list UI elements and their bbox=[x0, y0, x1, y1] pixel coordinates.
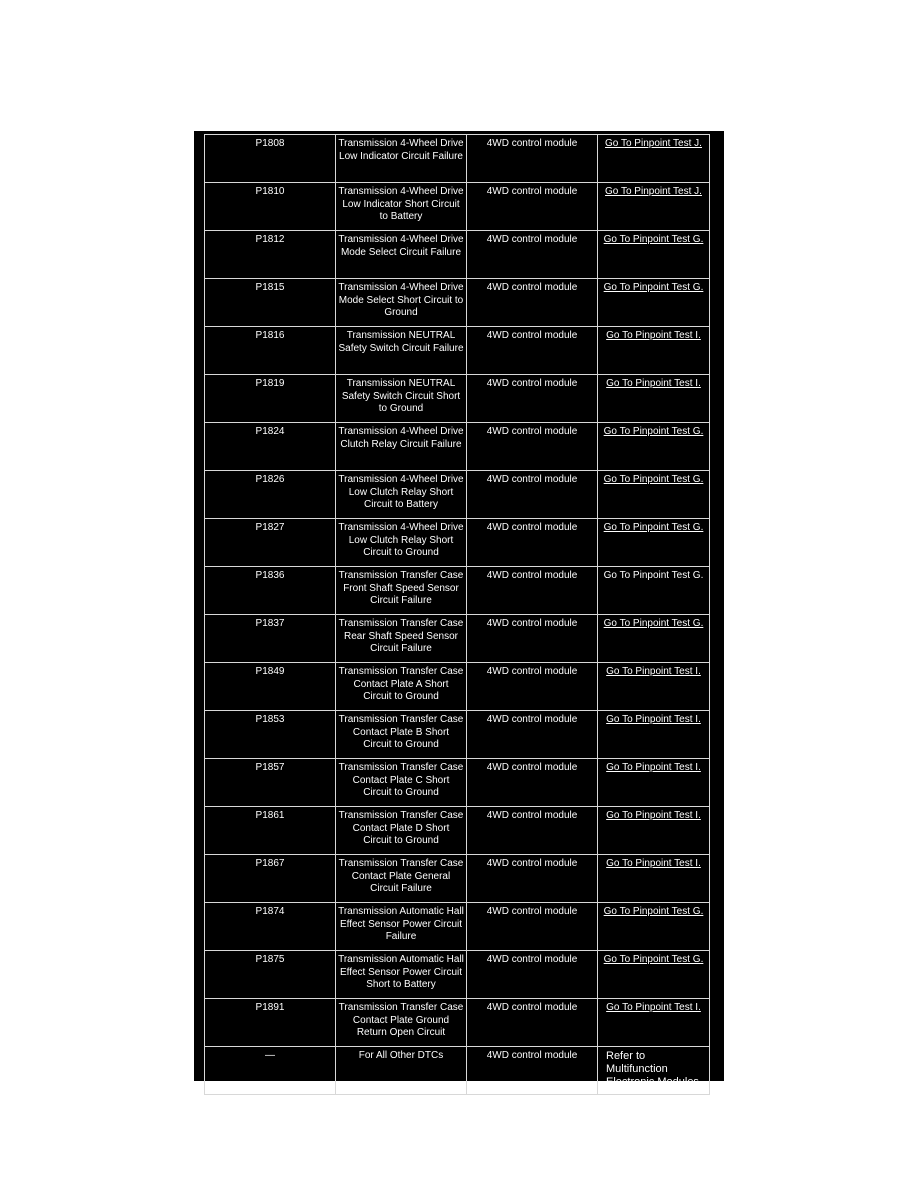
pinpoint-test-link[interactable]: Go To Pinpoint Test I. bbox=[606, 810, 701, 821]
table-row bbox=[205, 711, 710, 759]
pinpoint-test-link[interactable]: Go To Pinpoint Test G. bbox=[603, 618, 704, 629]
dtc-code: P1874 bbox=[205, 903, 336, 951]
dtc-module: 4WD control module bbox=[467, 519, 598, 567]
dtc-description: Transmission 4-Wheel Drive Mode Select Short Circuit to Ground bbox=[336, 279, 467, 327]
dtc-description: Transmission Automatic Hall Effect Sensor Power Circuit Short to Battery bbox=[336, 951, 467, 999]
dtc-module: 4WD control module bbox=[467, 135, 598, 183]
dtc-action-cell bbox=[598, 279, 710, 327]
table-row bbox=[205, 135, 710, 183]
pinpoint-test-link[interactable]: Go To Pinpoint Test I. bbox=[606, 666, 701, 677]
pinpoint-test-link[interactable]: Go To Pinpoint Test G. bbox=[603, 234, 704, 245]
dtc-description: Transmission 4-Wheel Drive Low Indicator Circuit Failure bbox=[336, 135, 467, 183]
dtc-code: P1857 bbox=[205, 759, 336, 807]
dtc-description: Transmission 4-Wheel Drive Mode Select Circuit Failure bbox=[336, 231, 467, 279]
dtc-module: 4WD control module bbox=[467, 759, 598, 807]
pinpoint-test-link[interactable]: Go To Pinpoint Test G. bbox=[603, 282, 704, 293]
dtc-module: 4WD control module bbox=[467, 615, 598, 663]
dtc-description: Transmission Transfer Case Contact Plate General Circuit Failure bbox=[336, 855, 467, 903]
pinpoint-test-link[interactable]: Go To Pinpoint Test G. bbox=[603, 954, 704, 965]
pinpoint-test-link[interactable]: Go To Pinpoint Test G. bbox=[603, 474, 704, 485]
table-row bbox=[205, 375, 710, 423]
dtc-action-cell bbox=[598, 135, 710, 183]
table-row bbox=[205, 327, 710, 375]
dtc-action-cell bbox=[598, 999, 710, 1047]
dtc-action-cell bbox=[598, 807, 710, 855]
dtc-description: Transmission Transfer Case Contact Plate D Short Circuit to Ground bbox=[336, 807, 467, 855]
dtc-action-cell bbox=[598, 375, 710, 423]
dtc-module: 4WD control module bbox=[467, 903, 598, 951]
dtc-code: P1826 bbox=[205, 471, 336, 519]
dtc-action-cell bbox=[598, 423, 710, 471]
table-row bbox=[205, 1047, 710, 1095]
table-row bbox=[205, 807, 710, 855]
table-row bbox=[205, 231, 710, 279]
dtc-module: 4WD control module bbox=[467, 567, 598, 615]
dtc-table bbox=[204, 134, 710, 1095]
dtc-module: 4WD control module bbox=[467, 279, 598, 327]
table-row bbox=[205, 903, 710, 951]
dtc-description: Transmission Transfer Case Contact Plate C Short Circuit to Ground bbox=[336, 759, 467, 807]
dtc-code: P1816 bbox=[205, 327, 336, 375]
dtc-code: P1810 bbox=[205, 183, 336, 231]
pinpoint-test-text: Go To Pinpoint Test G. bbox=[603, 570, 704, 581]
dtc-module: 4WD control module bbox=[467, 1047, 598, 1095]
table-row bbox=[205, 999, 710, 1047]
pinpoint-test-link[interactable]: Go To Pinpoint Test G. bbox=[603, 522, 704, 533]
dtc-code: P1812 bbox=[205, 231, 336, 279]
dtc-action-cell bbox=[598, 855, 710, 903]
dtc-action-cell bbox=[598, 567, 710, 615]
dtc-module: 4WD control module bbox=[467, 471, 598, 519]
table-row bbox=[205, 567, 710, 615]
dtc-code: P1875 bbox=[205, 951, 336, 999]
dtc-action-cell bbox=[598, 327, 710, 375]
table-row bbox=[205, 615, 710, 663]
dtc-module: 4WD control module bbox=[467, 423, 598, 471]
dtc-code: P1808 bbox=[205, 135, 336, 183]
table-row bbox=[205, 759, 710, 807]
pinpoint-test-link[interactable]: Go To Pinpoint Test J. bbox=[605, 186, 702, 197]
dtc-description: Transmission Transfer Case Contact Plate Ground Return Open Circuit bbox=[336, 999, 467, 1047]
dtc-code: P1853 bbox=[205, 711, 336, 759]
dtc-action-cell bbox=[598, 951, 710, 999]
table-row bbox=[205, 183, 710, 231]
table-row bbox=[205, 519, 710, 567]
dtc-module: 4WD control module bbox=[467, 807, 598, 855]
pinpoint-test-link[interactable]: Go To Pinpoint Test I. bbox=[606, 714, 701, 725]
dtc-description: For All Other DTCs bbox=[336, 1047, 467, 1095]
dtc-table-panel bbox=[194, 131, 724, 1088]
dtc-action-cell bbox=[598, 471, 710, 519]
dtc-module: 4WD control module bbox=[467, 375, 598, 423]
dtc-module: 4WD control module bbox=[467, 855, 598, 903]
dtc-description: Transmission NEUTRAL Safety Switch Circuit Failure bbox=[336, 327, 467, 375]
dtc-code: P1836 bbox=[205, 567, 336, 615]
dtc-action-cell bbox=[598, 711, 710, 759]
dtc-description: Transmission Automatic Hall Effect Sensor Power Circuit Failure bbox=[336, 903, 467, 951]
dtc-code: P1815 bbox=[205, 279, 336, 327]
pinpoint-test-link[interactable]: Go To Pinpoint Test J. bbox=[605, 138, 702, 149]
dtc-action-cell bbox=[598, 615, 710, 663]
dtc-module: 4WD control module bbox=[467, 999, 598, 1047]
dtc-code: P1819 bbox=[205, 375, 336, 423]
table-row bbox=[205, 855, 710, 903]
dtc-module: 4WD control module bbox=[467, 231, 598, 279]
table-row bbox=[205, 663, 710, 711]
dtc-description: Transmission 4-Wheel Drive Clutch Relay Circuit Failure bbox=[336, 423, 467, 471]
dtc-code: P1861 bbox=[205, 807, 336, 855]
dtc-description: Transmission Transfer Case Contact Plate A Short Circuit to Ground bbox=[336, 663, 467, 711]
dtc-code: P1867 bbox=[205, 855, 336, 903]
pinpoint-test-link[interactable]: Go To Pinpoint Test I. bbox=[606, 330, 701, 341]
dtc-module: 4WD control module bbox=[467, 711, 598, 759]
dtc-description: Transmission 4-Wheel Drive Low Indicator Short Circuit to Battery bbox=[336, 183, 467, 231]
pinpoint-test-link[interactable]: Go To Pinpoint Test I. bbox=[606, 858, 701, 869]
dtc-code: — bbox=[205, 1047, 336, 1095]
pinpoint-test-link[interactable]: Go To Pinpoint Test I. bbox=[606, 762, 701, 773]
dtc-code: P1824 bbox=[205, 423, 336, 471]
dtc-module: 4WD control module bbox=[467, 951, 598, 999]
dtc-description: Transmission 4-Wheel Drive Low Clutch Relay Short Circuit to Battery bbox=[336, 471, 467, 519]
table-row bbox=[205, 423, 710, 471]
pinpoint-test-link[interactable]: Go To Pinpoint Test G. bbox=[603, 426, 704, 437]
dtc-description: Transmission Transfer Case Contact Plate B Short Circuit to Ground bbox=[336, 711, 467, 759]
dtc-action-cell bbox=[598, 663, 710, 711]
dtc-description: Transmission Transfer Case Rear Shaft Speed Sensor Circuit Failure bbox=[336, 615, 467, 663]
pinpoint-test-link[interactable]: Go To Pinpoint Test I. bbox=[606, 1002, 701, 1013]
dtc-code: P1891 bbox=[205, 999, 336, 1047]
dtc-description: Transmission NEUTRAL Safety Switch Circuit Short to Ground bbox=[336, 375, 467, 423]
dtc-action-note: Refer to Multifunction Electronic Modules. bbox=[598, 1047, 710, 1095]
dtc-action-cell bbox=[598, 183, 710, 231]
pinpoint-test-link[interactable]: Go To Pinpoint Test I. bbox=[606, 378, 701, 389]
dtc-description: Transmission 4-Wheel Drive Low Clutch Relay Short Circuit to Ground bbox=[336, 519, 467, 567]
table-row bbox=[205, 471, 710, 519]
dtc-table-body bbox=[205, 135, 710, 1095]
dtc-description: Transmission Transfer Case Front Shaft Speed Sensor Circuit Failure bbox=[336, 567, 467, 615]
dtc-module: 4WD control module bbox=[467, 663, 598, 711]
dtc-module: 4WD control module bbox=[467, 183, 598, 231]
dtc-action-cell bbox=[598, 759, 710, 807]
dtc-code: P1837 bbox=[205, 615, 336, 663]
dtc-code: P1849 bbox=[205, 663, 336, 711]
table-row bbox=[205, 279, 710, 327]
dtc-code: P1827 bbox=[205, 519, 336, 567]
dtc-action-cell bbox=[598, 231, 710, 279]
dtc-action-cell bbox=[598, 519, 710, 567]
pinpoint-test-link[interactable]: Go To Pinpoint Test G. bbox=[603, 906, 704, 917]
table-row bbox=[205, 951, 710, 999]
dtc-action-cell bbox=[598, 903, 710, 951]
dtc-module: 4WD control module bbox=[467, 327, 598, 375]
